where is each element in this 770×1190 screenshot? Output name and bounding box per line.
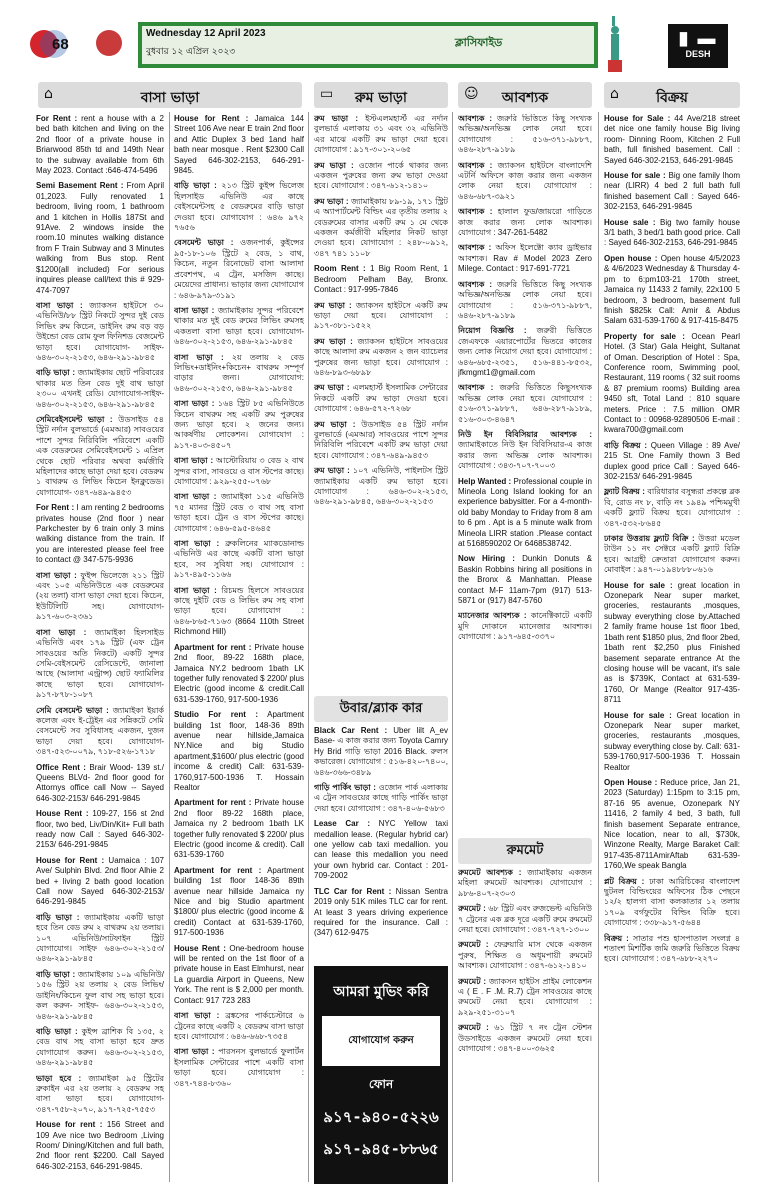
- desh-logo: ▮ ▬ DESH: [668, 24, 728, 68]
- column-header-room: [314, 82, 448, 108]
- column-divider: [452, 112, 453, 1182]
- column-header-basha: [38, 82, 302, 108]
- page-header: [0, 0, 770, 78]
- classified-ad: বাসা ভাড়া : ১৬৪ স্ট্রিট ৮৫ এভিনিউতে কিচেন বাথরুম সহ একটি রুম পুরুষের জন্য ভাড়া হবে। ২ জনের জন্য। আকর্ষণীয় লোকেশন। যোগাযোগ : ৯১৭-৪০৩-৪৫০৭: [174, 399, 304, 450]
- column-divider: [598, 112, 599, 1182]
- classified-ad: রুম ভাড়া : জ্যাকসন হাইটসে সাবওয়ের কাছে আলাদা রুম একজন ২ জন ব্যাচেলর পুরুষের জন্য ভাড়া হবে। যোগাযোগ : ৬৪৬-৮৯৩-৬৮৯৮: [314, 336, 448, 377]
- classified-ad: Now Hiring : Dunkin Donuts & Baskin Robbins hiring all positions in the Bronx & Manhattan. Please contact M-F 11am-7pm (917) 513-5871 or (917) 847-5760: [458, 554, 592, 606]
- classified-ad: বাসা ভাড়া : ব্রঙ্কসের পার্কচেস্টারে ৬ ট্রেনের কাছে একটি ২ বেডরুম বাসা ভাড়া হবে। যোগাযোগ : ৬৪৬-৬৬৮-৭৩৫৪: [174, 1011, 304, 1041]
- movers-phone-2: ৯১৭-৯৪৫-৮৮৬৫: [323, 1140, 439, 1158]
- classified-ad: বাড়ি ভাড়া : কুইন্স ব্রাশিক বি ১৩৫, ২ বেড বাথ সহ বাসা ভাড়া হবে দ্রুত যোগাযোগ করুন। ৬৪৬-৩০২-২১৫৩, ৬৪৬-২৯১-৯৮৪৫: [36, 1026, 164, 1068]
- classified-ad: বিক্রয় : সাতার পশু হাসপাতাল সংলগ্ন ৪ শতাংশ মিশর্টিক জমি জরুরি ভিত্তিতে বিক্রয় হবে। যোগাযোগ : ৩৪৭-৬৮৮-২২৭০: [604, 933, 740, 964]
- classified-ad: ভাড়া হবে : জ্যামাইকা ৯৫ স্ট্রিটের ব্রুকাইন এর ২য় তলায় ২ বেডরুম সহ বাসা ভাড়া হবে। যোগাযোগ- ৩৪৭-৭৫৮-২০৭০, ৯১৭-৭২৫-৭৫৫৩: [36, 1073, 164, 1114]
- classified-ad: বাসা ভাড়া : ফুইন্স ভিলেজে ২১১ স্ট্রিট এবং ১০৫ এভিনিউতে এক বেডরুমের (২য় তলা) বাসা ভাড়া দেয়া হবে। কিচেন, ইউটিলিটি সহ। যোগাযোগ- ৯১৭-৬০৩-২৩৬১: [36, 570, 164, 622]
- classified-ad: বাসা ভাড়া : আস্টোরিয়ায় ৩ বেড ২ বাথ সুন্দর বাসা, সাবওয়ে ও বাস স্টপের কাছে। যোগাযোগ : ৯২৯-২৫৫-০৭৬৮: [174, 456, 304, 486]
- movers-ad: [314, 966, 448, 1184]
- classified-ad: রুম ভাড়া : এলমহার্স্ট ইসলামিক সেন্টারের নিকটে একটি রুম ভাড়া দেওয়া হবে। যোগাযোগ : ৬৪৬-৫৭২-৭২৬৮: [314, 383, 448, 414]
- movers-phone-label: ফোন: [368, 1077, 394, 1091]
- classified-ad: বাসা ভাড়া : পারসনস বুলভার্ডে ফুলার্টন ইসলামিক সেন্টারের পাশে একটি বাসা ভাড়া হবে। যোগাযোগ : ৩৪৭-৭৪৪-৮৩৬০: [174, 1047, 304, 1088]
- classified-ad: বাসা ভাড়া : ২য় তলায় ২ বেড লিভিং+ডাইনিং+কিচেন+ বাথরুম সম্পূর্ণ বাড়ার জন্য। যোগাযোগ: ৬৪৬-৩০২-২১৫৩, ৬৪৬-২৯১-৯৮৪৫: [174, 352, 304, 393]
- classified-ad: House sale : Big two family house 3/1 bath, 3 bed/1 bath good price. Call : Sayed 646-302-2153, 646-291-9845: [604, 217, 740, 248]
- classified-ad: TLC Car for Rent : Nissan Sentra 2019 only 51K miles TLC car for rent. At least 3 years driving experience required for the insurance. Call : (347) 612-9475: [314, 886, 448, 938]
- classified-ad: For Rent : rent a house with a 2 bed bath kitchen and living on the 2nd floor of a private house in Briarwood 85th td and 149th Near to the subway available from 6th May 2023. Contact :646-474-5496: [36, 114, 164, 176]
- statue-of-liberty-icon: [606, 14, 624, 72]
- classified-ad: সেমিবেইসমেন্ট ভাড়া : উডসাইড ৫৪ স্ট্রিট নর্দান বুলভার্ডে (এমআর) সাবওয়ের পাশে সুন্দর নিরিবিলি পরিবেশে একটি এক বেডরুমের সেমিবেইসমেন্ট ১ এপ্রিল থেকে ছোট পরিবার অথবা কর্মজীবি মহিলাদের কাছে ভাড়া দেয়া হবে। বেডরুম ১ বাথরুম ও লিভিং কিচেন ইনক্লুডেড। যোগাযোগ- ৩৪৭-৬৪৯-৯৪৫৩: [36, 414, 164, 497]
- classified-ad: রুম ভাড়া : জ্যামাইকায় ৮৯-১৯, ১৭১ স্ট্রিট এ অ্যাপার্টমেন্ট বিল্ডিং এর তৃতীয় তলায় ২ বেডরুমের বাসার একটি রুম ১ মে থেকে একজন কর্মজীবী মহিলার নিকট ভাড়া দেওয়া হবে। যোগাযোগ : ২৪৮-০৯১২, ৩৪৭ ৭৪১ ১১০৮: [314, 196, 448, 258]
- classified-ad: আবশ্যক : জরুরি ভিত্তিতে কিছু সংখ্যক অভিজ্ঞ/অনভিজ্ঞ লোক নেয়া হবে। যোগাযোগ : ৫১৬-৩৭১-৯৮৮৭, ৬৪৬-২৮৭-৯১৮৯: [458, 114, 592, 155]
- classified-ad: Apartment for rent : Private house 2nd floor, 89-22 168th place, Jamaica NY.2 bedroom 1bath LK together fully renovated $ 2200/ plus Electric (good income & credit.Call 631-539-1760, 917-500-1936: [174, 642, 304, 704]
- classified-ad: রুমমেট আবশ্যক : জ্যামাইকায় একজন মহিলা রুমমেট আবশ্যক। যোগাযোগ : ৯৮৬-৪০৭-২৩০৩: [458, 868, 592, 898]
- classified-ad: আবশ্যক : জ্যাকসন হাইটসে বাংলাদেশি এটর্নি অফিসে কাজ করার জন্য একজন লোক নেয়া হবে। যোগাযোগ : ৬৪৬-৬৮৭-৩৯২১: [458, 160, 592, 201]
- classified-ad: সেমি বেসমেন্ট ভাড়া : জ্যামাইকা ইয়ার্ক কলেজ এবং ই-ট্রেইন এর সন্নিকটে সেমি বেসমেন্টে সব সুবিধাসহ একজন, দুজন ভাড়া দেয়া হবে। যোগাযোগ- ৩৪৭-৫২৩-০০৭৯, ৭১৮-৫২৬-১৭১৮: [36, 705, 164, 757]
- date-bangla: বুধবার ১২ এপ্রিল ২০২৩: [146, 47, 236, 57]
- classified-ad: Property for sale : Ocean Pearl Hotel. (3 Star) Gala Height, Sultanat of Oman. Description of Hotel : Spa, Conference room, Swimming pool, Restaurant, 119 rooms ( 32 suit rooms & 87 premium rooms) Building area 9450 sft, Total Land : 810 square meters. Price : 7.5 million OMR Contact to : 00968-92890506 E-mail : kwara700@gmail.com: [604, 331, 740, 435]
- classified-ad: Help Wanted : Professional couple in Mineola Long Island looking for an experience babysitter. For a 4-month-old baby Monday to Friday from 8 am to 6 pm . Apt is a 5 minute walk from Mineola LIRR station .Please contact at 5168590202 Or 6468538742.: [458, 476, 592, 549]
- person-icon: ☺: [464, 86, 479, 102]
- ads-column-sale: [604, 114, 740, 1184]
- classified-ad: রুমমেট : জ্যাকসন হাইটস প্রাইম লোকেশন এ ( E . F .M. R.7) ট্রেন সাবওয়ের কাছে রুমমেট নেয়া হবে। যোগাযোগ : ৯২৯-২৫১-৩১০৭: [458, 976, 592, 1017]
- roommate-section-header: রুমমেট: [458, 838, 592, 864]
- classified-ad: Studio For rent : Apartment building 1st floor, 148-36 89th avenue near hillside,Jamaica NY.Nice and big Studio apartment,$1600/ plus electric (good income & credit) Call: 631-539-1760,917-500-1936 T. Hossain Realtor: [174, 710, 304, 792]
- classified-ad: বাসা ভাড়া : জ্যামাইকায় সুন্দর পরিবেশে থাকার মত দুই বেড রুমের লিভিং রুমসহ একতলা বাসা ভাড়া হবে। যোগাযোগ- ৬৪৬-৩০২-২১৫৩, ৬৪৬-২৯১-৯৮৪৫: [174, 305, 304, 347]
- classified-ad: প্লট বিক্রয় : ঢাকা আরিচিকের বাংলাদেশ ছুটনল বিল্ডিংয়ের অফিসের ঠিক পেছনে ১২/২ হালগা বাসা কলকাতার ১২ তলায় ১৭০৯ বর্গফুটের বিল্ডিং বিক্রি হবে। যোগাযোগ : ৩৩৮-৯১৭-৫৬৪৪: [604, 876, 740, 928]
- classified-ad: Office Rent : Brair Wood- 139 st./ Queens BLVd- 2nd floor good for Attornys office call Now -- Sayed 646-302-2153/ 646-291-9845: [36, 762, 164, 803]
- classified-ad: Open house : Open house 4/5/2023 & 4/6/2023 Wednesday & Thursday 4-pm to 6:pm103-21 170th street, Jamaica ny 11433 2 family, 22x100 5 bedroom, 3 bedroom, basement full finish $825k Call: Amir & Abdus Salam 631-539-1760 & 917-415-8475: [604, 253, 740, 326]
- ads-column-room: [314, 114, 448, 690]
- date-english: Wednesday 12 April 2023: [146, 28, 266, 39]
- classified-ad: রুমমেট : ফেব্রুয়ারি মাস থেকে একজন পুরুষ, শিক্ষিত ও অধূমপায়ী রুমমেট আবশ্যক। যোগাযোগ : ৩৪৭-৬১২-১৪১০: [458, 940, 592, 971]
- classified-ad: House for Rent : Uamaica : 107 Ave/ Sulphin Blvd. 2nd floor Alhie 2 bed + living 2 bath good location Call now Sayed 646-302-2153/ 646-291-9845: [36, 855, 164, 907]
- classified-ad: আবশ্যক : জরুরি ভিত্তিতে কিছুসংখ্যক অভিজ্ঞ লোক নেয়া হবে। যোগাযোগ : ৫১৬-৩৭১-৯৮৮৭, ৬৪৬-২৮৭-৯১৮৯, ৫১৬-৩০৩-৪৬৪৭: [458, 383, 592, 424]
- classified-ad: বাড়ি ভাড়া : জ্যামাইকায় একটি ভাড়া হবে তিন বেড রুম ২ বাথরুম ২য় তলায়। ১০৭ এভিনিউ/সাটফাইন স্ট্রিট যোগাযোগ। সাইফ ৬৪৬-৩০২-২১৫৩/ ৬৪৬-২৯১-৯৮৪৫: [36, 912, 164, 964]
- movers-contact-box: [322, 1016, 440, 1066]
- movers-subtitle: যোগাযোগ করুন: [348, 1035, 414, 1046]
- classified-ad: রুম ভাড়া : ওজোন পার্কে থাকার জন্য একজন পুরুষের জন্য রুম ভাড়া দেওয়া হবে। যোগাযোগ : ৩৪৭-৬১২-১৪১০: [314, 160, 448, 191]
- classified-ad: বাড়ি ভাড়া : জ্যামাইকায় ছোট পরিবারের থাকার মত তিন বেড দুই বাথ ভাড়া ২৩০০ এখনই রেডি। যোগাযোগ-সাইফ- ৬৪৬-৩০২-২১৫৩, ৬৪৬-২৯১-৯৮৪৫: [36, 368, 164, 409]
- classified-ad: রুম ভাড়া : ইস্টএলমহার্স্ট এর নর্দান বুলভার্ড এলাকায় ৩১ এবং ৩২ এভিনিউ এর মাঝে একটি রুম ভাড়া দেয়া হবে। যোগাযোগ : ৯১৭-৩০১-২০৬৫: [314, 114, 448, 155]
- classified-ad: আবশ্যক : হালাল ফুড/জায়রো গাড়িতে কাজ করার জন্য লোক আবশ্যক। যোগাযোগ : 347-261-5482: [458, 207, 592, 238]
- classified-ad: গাড়ি পার্কিং ভাড়া : ওজোন পার্ক এলাকায় এ ট্রেন সাবওয়ের কাছে গাড়ি পার্কিং ভাড়া দেয়া হবে। যোগাযোগ : ৩৪৭-৪০৬-৫৬৮৩: [314, 783, 448, 813]
- classified-ad: ম্যানেজার আবশ্যক : কানেক্টিকাটে একটি মুদি দোকানে ম্যানেজার আবশ্যক। যোগাযোগ : ৯১৭-৬৪৫-৩৩৭০: [458, 611, 592, 642]
- column-header-sale: [604, 82, 740, 108]
- classified-ad: Semi Basement Rent : From April 01,2023. Fully renovated 1 bedroom, living room, 1 bathroom and 1 kitchen in Hollis 187St and 91Ave. 2 windows inside the room.10 minutes walking distance from F Train Subway and 3 Minutes walking from Bus stop. Rent $1200(all included) For serious inquires please call/text this # 929-474-7097: [36, 181, 164, 295]
- column-title-need: আবশ্যক: [501, 90, 549, 106]
- classified-ad: Room Rent : 1 Big Room Rent, 1 Bedroom Pelham Bay, Bronx. Contact : 917-995-7846: [314, 264, 448, 295]
- section-title: ক্লাসিফাইড: [455, 36, 503, 49]
- classified-ad: রুম ভাড়া : জ্যাকসন হাইটসে একটি রুম ভাড়া দেয়া হবে। যোগাযোগ : ৯১৭-৩৮১-১৫২২: [314, 300, 448, 331]
- classified-ad: Open House : Reduce price, Jan 21, 2023 (Saturday) 1:15pm to 3:15 pm, 87-16 95 avenue, Ozonepark NY 11416, 2 family 4 bed, 3 bath, full finish basement Separate entrance, Nice location, near to all, $730k, Winzone Realty, Marge Baraket Call: 917-435-8711AmirAftab 631-539-1760,We speak Bangla: [604, 777, 740, 871]
- column-header-need: [458, 82, 592, 108]
- classified-ad: বাসা ভাড়া : রিচমন্ড হিলসে সাবওয়ের কাছে দুইটি বেড ও লিভিং রুম সহ বাসা ভাড়া হবে। যোগাযোগ : ৬৪৬-৮৬৫-৭১৬৩ (8664 110th Street Richmond Hill): [174, 585, 304, 637]
- classified-ad: রুম ভাড়া : ১০৭ এভিনিউ, পাইলটস স্ট্রিট জ্যামাইকায় একটি রুম ভাড়া হবে। যোগাযোগ : ৬৪৬-৩০২-২১৫৩, ৬৪৬-২৯১-৯৮৪৫, ৬৪৬-৩০২-২১৫৩: [314, 466, 448, 507]
- column-title-room: রুম ভাড়া: [355, 90, 407, 106]
- column-divider: [169, 112, 170, 1182]
- classified-ad: রুমমেট : ৬১ স্ট্রিট ৭ নং ট্রেন স্টেশন উডসাইডে একজন রুমমেট নেয়া হবে। যোগাযোগ : ৩৪৭-৪০০-৩৬২৫: [458, 1023, 592, 1054]
- column-title-basha: বাসা ভাড়া: [140, 90, 200, 106]
- classified-ad: বেসমেন্ট ভাড়া : ওজনপার্ক, কুইন্সের ৯৫-১৮-১০৬ স্ট্রিটে ২ বেড, ১ বাথ, কিচেন, নতুন রিনোভেট বাসা আলাদা প্রবেশপথ, এ ট্রেন, মসজিদ কাছে। মেয়েদের প্রাধান্য। ভাড়ার জন্য যোগাযোগ : ৬৪৬-৯৭৯-৩১৯১: [174, 238, 304, 300]
- ads-column-2: [174, 114, 304, 1184]
- classified-ad: Lease Car : NYC Yellow taxi medallion lease. (Regular hybrid car) one yellow cab taxi medallion. you can lease this medallion you need your own hybrid car. Contact : 201-709-2002: [314, 819, 448, 881]
- page-number: 68: [52, 36, 69, 53]
- column-divider: [308, 112, 309, 1182]
- uber-section-header: উবার/ব্ল্যাক কার: [314, 696, 448, 722]
- classified-ad: রুমমেট : ৬৮ স্ট্রিট এবং রুজভেল্ট এভিনিউ ৭ ট্রেনের এক ব্লক দূরে একটি রুমে রুমমেট নেয়া হবে। যোগাযোগ : ৩৪৭-৭২৭-১৩০০: [458, 904, 592, 935]
- flag-circle-icon: [96, 30, 122, 56]
- classified-ad: House for rent : 156 Street and 109 Ave nice two Bedroom ,Living Room/ Dining/Kitchen and full bath, 2nd floor rent $2200. Call Sayed 646-302-2153, 646-291-9845.: [36, 1120, 164, 1171]
- classified-ad: বাড়ি ভাড়া : জ্যামাইকায় ১০৯ এভিনিউ/১৫৬ স্ট্রিট ২য় তলায় ২ বেড লিভিং/ডাইনিং/কিচেন ফুল বাথ সহ ভাড়া হবে। কল করুন- সাইফ- ৬৪৬-৩০২-২১৫৩, ৬৪৬-২৯১-৯৮৪৫: [36, 969, 164, 1021]
- column-title-sale: বিক্রয়: [656, 90, 688, 106]
- sale-icon: ⌂: [610, 86, 619, 102]
- classified-ad: House for sale : Big one family lhom near (LIRR) 4 bed 2 full bath full finished basement Call : Sayed 646-302-2153, 646-291-9845: [604, 171, 740, 212]
- classified-ad: House for sale : great location in Ozonepark Near super market, groceries, restaurants ,mosques, subway everything close by.Attached 2 family frame house 1st floor 1bed, 1bath rent $1850 plus, 2nd floor 2bed, 1bath rent $2,250 plus Finished basement separate entrance At the closing house will be vacant, it's sale as is $739K, Contact at 631-539-1760, Or Mange (Realtor 917-435-8711: [604, 580, 740, 705]
- ads-column-need: [458, 114, 592, 834]
- classified-ad: নিয়োগ বিজ্ঞপ্তি : জরুরী ভিত্তিতে জেএফকে এয়ারপোর্টের ভিতরে কাজের জন্য লোক নিয়োগ দেয়া হবে। যোগাযোগ : ৬৪৬-৬৮৫-২৩৫১, ৫১৬-৪৪১-৮৫৩২, jfkmgmt1@gmail.com: [458, 326, 592, 377]
- classified-ad: আবশ্যক : জরুরি ভিত্তিতে কিছু সংখ্যক অভিজ্ঞ/অনভিজ্ঞ লোক নেয়া হবে। যোগাযোগ : ৫১৬-৩৭১-৯৮৮৭, ৬৪৬-২৮৭-৯১৮৯: [458, 279, 592, 320]
- classified-ad: House Rent : 109-27, 156 st 2nd floor, two bed, Liv/Din/Kit+ Full bath ready now Call : Sayed 646-302-2153/ 646-291-9845: [36, 809, 164, 850]
- classified-ad: আবশ্যক : অফিস ইলেক্টো ক্যাব ড্রাইভার আবশ্যক। Rav # Model 2023 Zero Milege. Contact : 917-691-7721: [458, 243, 592, 274]
- classified-ad: House for Sale : 44 Ave/218 street det nice one family house Big living room- Dinning Room, Kitchen 2 Full bath, full finished basement. Call : Sayed 646-302-2153, 646-291-9845: [604, 114, 740, 165]
- classified-ad: রুম ভাড়া : উডসাইড ৫৪ স্ট্রিট নর্দান বুলভার্ডে (এমআর) সাবওয়ের পাশে সুন্দর নিরিবিলি পরিবেশে একটি রুম ভাড়া দেয়া হবে। যোগাযোগ : ৩৪৭-৬৪৯-৯৪৫৩: [314, 419, 448, 460]
- ads-column-1: [36, 114, 164, 1184]
- house-icon: ⌂: [44, 86, 53, 102]
- classified-ad: বাসা ভাড়া : জ্যামাইকা হিলসাইড এভিনিউ এবং ১৭৯ স্ট্রিট (এফ ট্রেন সাবওয়ের অতি নিকটে) একটি সুন্দর সেমি-বেইসমেন্ট রেসিডেন্টে, জানালা আছে (আলাদা এন্ট্রান্স) ছোট ফ্যামিলির কাছে ভাড়া হবে। যোগাযোগ- ৯১৭-৮৭৮-১০৮৭: [36, 627, 164, 700]
- classified-ad: ঢাকার উত্তরায় ফ্ল্যাট বিক্রি : উত্তরা মডেল টাউন ১১ নং সেক্টরে একটি ফ্ল্যাট বিক্রি হবে। আগ্রহী ক্রেতারা যোগাযোগ করুন। মোবাইল : ৯৪৭-০১৯৪৮৮৮০৬১৬: [604, 534, 740, 575]
- classified-ad: House for Rent : Jamaica 144 Street 106 Ave near E train 2nd floor and Attic Duplex 3 bed 1and half bath near mosque . Rent $2300 Call Sayed 646-302-2153, 646-291-9845.: [174, 114, 304, 176]
- movers-phone-1: ৯১৭-৯৪০-৫২২৬: [323, 1108, 439, 1126]
- movers-title: আমরা মুভিং করি: [333, 984, 429, 1000]
- classified-ad: বাড়ি বিক্রয় : Queen Village : 89 Ave/ 215 St. One Family thown 3 Bed duplex good price Call : Sayed 646-302-2153/ 646-291-9845: [604, 440, 740, 481]
- logo-text: DESH: [685, 49, 711, 59]
- classified-ad: ফ্ল্যাট বিক্রয় : বারিধারার বসুন্ধরা প্রকল্পে ব্লক বি, রোড নং ৮, বাড়ি নং ১৯৪৯ পশ্চিমমুখী একটি ফ্ল্যাট বিক্রয় হবে। যোগাযোগ : ৩৪৭-৫৩২-৮৬৪৫: [604, 487, 740, 528]
- ads-column-uber: [314, 726, 448, 962]
- classified-ad: নিউ ইন বিবিসিয়ার আবশ্যক : জ্যামাইকাতে নিউ ইন বিবিসিয়ার-এ কাজ করার জন্য অভিজ্ঞ লোক আবশ্যক। যোগাযোগ : ৩৪৩-৭০৭-৭০০৩: [458, 429, 592, 471]
- bed-icon: ▭: [320, 86, 334, 102]
- classified-ad: For Rent : I am renting 2 bedrooms privates house (2nd floor ) near Parkchester by 6 train only 3 mins walking distance from the train. If you are interested please feel free to contact @ 347-575-9936: [36, 503, 164, 565]
- classified-ad: Black Car Rent : Uber lilt A_ev Base- এ কাজ করার জন্য Toyota Camry Hy Brid গাড়ি ভাড়া 2016 Black. রুলস কভারেজ। যোগাযোগ : ৫১৬-৪২০-৭৪০০, ৬৪৬-৩৬৬-৩৪৮৯: [314, 726, 448, 777]
- classified-ad: Apartment for rent : Apartment building 1st floor 148-36 89th avenue near hillside Jamaica ny Nice and big Studio apartment $1800/ plus electric (good income & credit) Contact at 631-539-1760, 917-500-1936: [174, 865, 304, 938]
- classified-ad: House Rent : One-bedroom house will be rented on the 1st floor of a private house in East Elmhurst, near La guardia Airport in Queens, New York. The rent is $ 2,000 per month. Contact: 917 723 283: [174, 943, 304, 1005]
- classified-ad: বাসা ভাড়া : জ্যাকসন হাইটসে ৩০ এভিনিউ/৮৮ স্ট্রিট নিকটে সুন্দর দুই বেড লিভিং রুম কিচেন, ডাইনিং রুম বড় বড় উইন্ডো বেড রোম ফুল ফিনিশড বেজমেন্ট ভাড়া হবে। যোগাযোগ- সাইফ- ৬৪৬-৩০২-২১৫৩, ৬৪৬-২৯১-৯৮৪৫: [36, 300, 164, 362]
- classified-ad: বাসা ভাড়া : ব্রুকলিনের ম্যাকডোনাল্ড এভিনিউ এর কাছে একটি বাসা ভাড়া হবে, সব সুবিধা সহ। যোগাযোগ : ৯১৭-৪৯৫-১১৬৬: [174, 539, 304, 580]
- classified-ad: House for sale : Great location in Ozonepark Near super market, groceries, restaurants ,mosques, subway everything close by. Call: 631-539-1760,917-500-1936 T. Hossain Realtor: [604, 710, 740, 772]
- classified-ad: বাসা ভাড়া : জ্যামাইকা ১১৫ এভিনিউ ৭৫ ম্যানর স্ট্রিট বেড ৩ বাথ সহ বাসা ভাড়া হবে। ট্রেন ও বাস স্টপের কাছে। যোগাযোগ : ৬৪৬-৫৯৫-৪৬৪৫: [174, 492, 304, 533]
- classified-ad: বাড়ি ভাড়া : ২১৩ স্ট্রিট কুইন্স ভিলেজ হিলসাইড এভিনিউ এর কাছে বেইসমেন্টসহ ৫ বেডরুমের বাড়ি ভাড়া দেওয়া হবে। যোগাযোগ : ৬৪৬ ৯৭২ ৭৬৫৬: [174, 181, 304, 233]
- ads-column-roommate: [458, 868, 592, 1184]
- classified-ad: Apartment for rent : Private house 2nd floor 89-22 168th place, Jamaica ny 2 bedroom 1bath LK together fully renovated $ 2200/ plus Electric (good income & credit). Call 631-539-1760: [174, 798, 304, 860]
